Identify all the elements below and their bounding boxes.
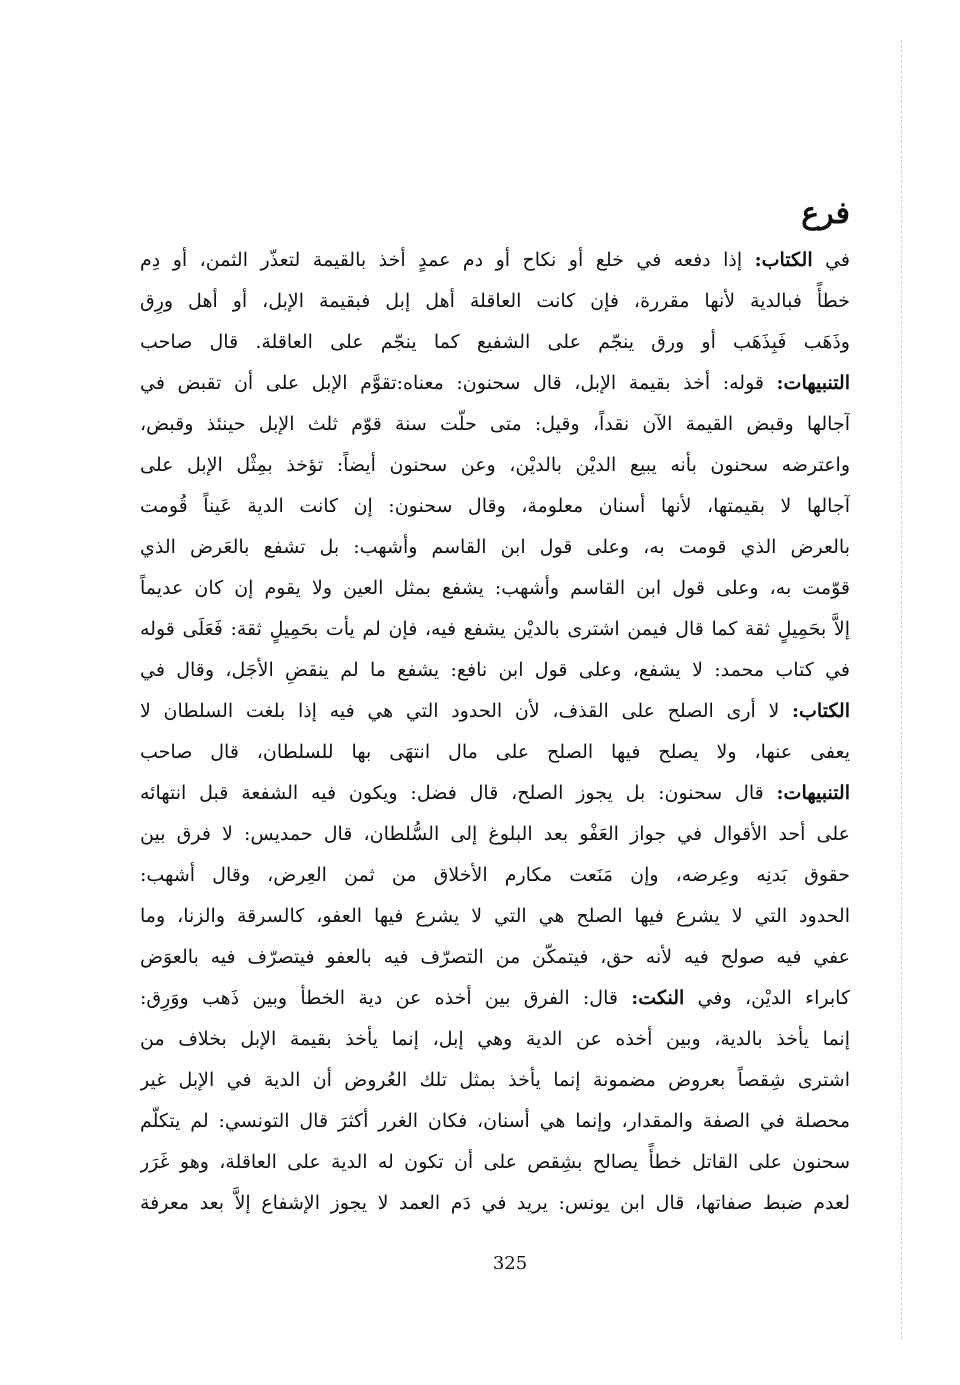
text-line	[140, 445, 850, 486]
text-segment: إذا دفعه في خلع أو نكاح أو دم عمدٍ أخذ بالقيمة لتعذّر الثمن، أو دِم	[140, 249, 755, 271]
text-segment: في كتاب محمد: لا يشفع، وعلى قول ابن نافع: يشفع ما لم ينقضِ الأجَل، وقال في	[140, 659, 850, 681]
text-segment: الحدود التي لا يشرع فيها الصلح هي التي لا يشرع فيها العفو، كالسرقة والزنا، وما	[140, 905, 850, 927]
text-line	[140, 1019, 850, 1060]
section-heading: فرع	[801, 196, 850, 231]
text-segment: إلاَّ بحَمِيلٍ ثقة كما قال فيمن اشترى بالديْن يشفع فيه، فإن لم يأت بحَمِيلٍ ثقة: فَعَلَى قوله	[140, 618, 850, 640]
text-segment: إنما يأخذ بالدية، وبين أخذه عن الدية وهي إبل، إنما يأخذ بقيمة الإبل بخلاف من	[140, 1028, 850, 1050]
text-line	[140, 1101, 850, 1142]
text-line	[140, 281, 850, 322]
text-segment: لا أرى الصلح على القذف، لأن الحدود التي هي فيه إذا بلغت السلطان لا	[140, 700, 793, 722]
text-line	[140, 1060, 850, 1101]
text-segment: قوّمت به، وعلى قول ابن القاسم وأشهب: يشفع بمثل العين ولا يقوم إن كان عديماً	[140, 577, 850, 599]
text-line	[140, 240, 850, 281]
text-line	[140, 527, 850, 568]
text-line	[140, 609, 850, 650]
text-line	[140, 650, 850, 691]
text-line	[140, 732, 850, 773]
text-segment: خطأً فبالدية لأنها مقررة، فإن كانت العاقلة أهل إبل فبقيمة الإبل، أو أهل ورِق	[140, 290, 850, 312]
text-line	[140, 855, 850, 896]
text-line	[140, 404, 850, 445]
text-segment: سحنون على القاتل خطأً يصالح بشِقص على أن تكون له الدية على العاقلة، وهو غَرَر	[140, 1151, 850, 1173]
text-segment: لعدم ضبط صفاتها، قال ابن يونس: يريد في دَم العمد لا يجوز الإشفاع إلاَّ بعد معرفة	[140, 1192, 850, 1214]
text-segment: آجالها لا بقيمتها، لأنها أسنان معلومة، وقال سحنون: إن كانت الدية عَيناً قُومت	[140, 495, 850, 517]
text-segment: كابراء الديْن، وفي	[684, 987, 850, 1009]
bold-term: الكتاب:	[792, 700, 850, 722]
text-segment: قال: الفرق بين أخذه عن دية الخطأ وبين ذَهب ووَرِق:	[140, 987, 632, 1009]
text-segment: بالعرض الذي قومت به، وعلى قول ابن القاسم وأشهب: بل تشفع بالعَرض الذي	[140, 536, 850, 558]
text-line	[140, 363, 850, 404]
text-segment: حقوق بَدنِه وعِرضه، وإن مَنَعت مكارم الأخلاق من ثمن العِرض، وقال أشهب:	[140, 864, 850, 886]
page-number: 325	[492, 1253, 528, 1274]
body-text	[140, 240, 850, 1224]
text-line	[140, 896, 850, 937]
bold-term: التنبيهات:	[776, 782, 850, 804]
page-edge-rule	[901, 40, 902, 1340]
text-line	[140, 1142, 850, 1183]
bold-term: الكتاب:	[754, 249, 813, 271]
text-line	[140, 568, 850, 609]
text-line	[140, 322, 850, 363]
text-line	[140, 937, 850, 978]
bold-term: النكت:	[631, 987, 685, 1009]
text-line	[140, 773, 850, 814]
text-segment: اشترى شِقصاً بعروض مضمونة إنما يأخذ بمثل تلك العُروض أن الدية في الإبل غير	[140, 1069, 850, 1091]
text-segment: يعفى عنها، ولا يصلح فيها الصلح على مال انتهَى بها للسلطان، قال صاحب	[140, 741, 850, 763]
text-segment: على أحد الأقوال في جواز العَفْو بعد البلوغ إلى السُّلطان، قال حمديس: لا فرق بين	[140, 823, 850, 845]
text-line	[140, 486, 850, 527]
text-segment: محصلة في الصفة والمقدار، وإنما هي أسنان، فكان الغرر أكثرَ قال التونسي: لم يتكلّم	[140, 1110, 850, 1132]
text-line	[140, 691, 850, 732]
text-segment: عفي فيه صولح فيه لأنه حق، فيتمكّن من التصرّف فيه بالعفو فيتصرّف فيه بالعوَض	[140, 946, 850, 968]
text-line	[140, 1183, 850, 1224]
text-segment: وذَهَب فَبِذَهَب أو ورق ينجّم على الشفيع كما ينجّم على العاقلة. قال صاحب	[140, 331, 850, 353]
bold-term: التنبيهات:	[776, 372, 850, 394]
text-segment: آجالها وقبض القيمة الآن نقداً، وقيل: متى حلّت سنة قوّم ثلث الإبل حينئذ وقبض،	[140, 413, 850, 435]
text-segment: واعترضه سحنون بأنه يبيع الديْن بالديْن، وعن سحنون أيضاً: تؤخذ بمِثْل الإبل على	[140, 454, 850, 476]
text-segment: قوله: أخذ بقيمة الإبل، قال سحنون: معناه:تقوَّم الإبل على أن تقبض في	[140, 372, 777, 394]
text-line	[140, 814, 850, 855]
text-segment: في	[812, 249, 850, 271]
text-segment: قال سحنون: بل يجوز الصلح، قال فضل: ويكون فيه الشفعة قبل انتهائه	[140, 782, 777, 804]
text-line	[140, 978, 850, 1019]
